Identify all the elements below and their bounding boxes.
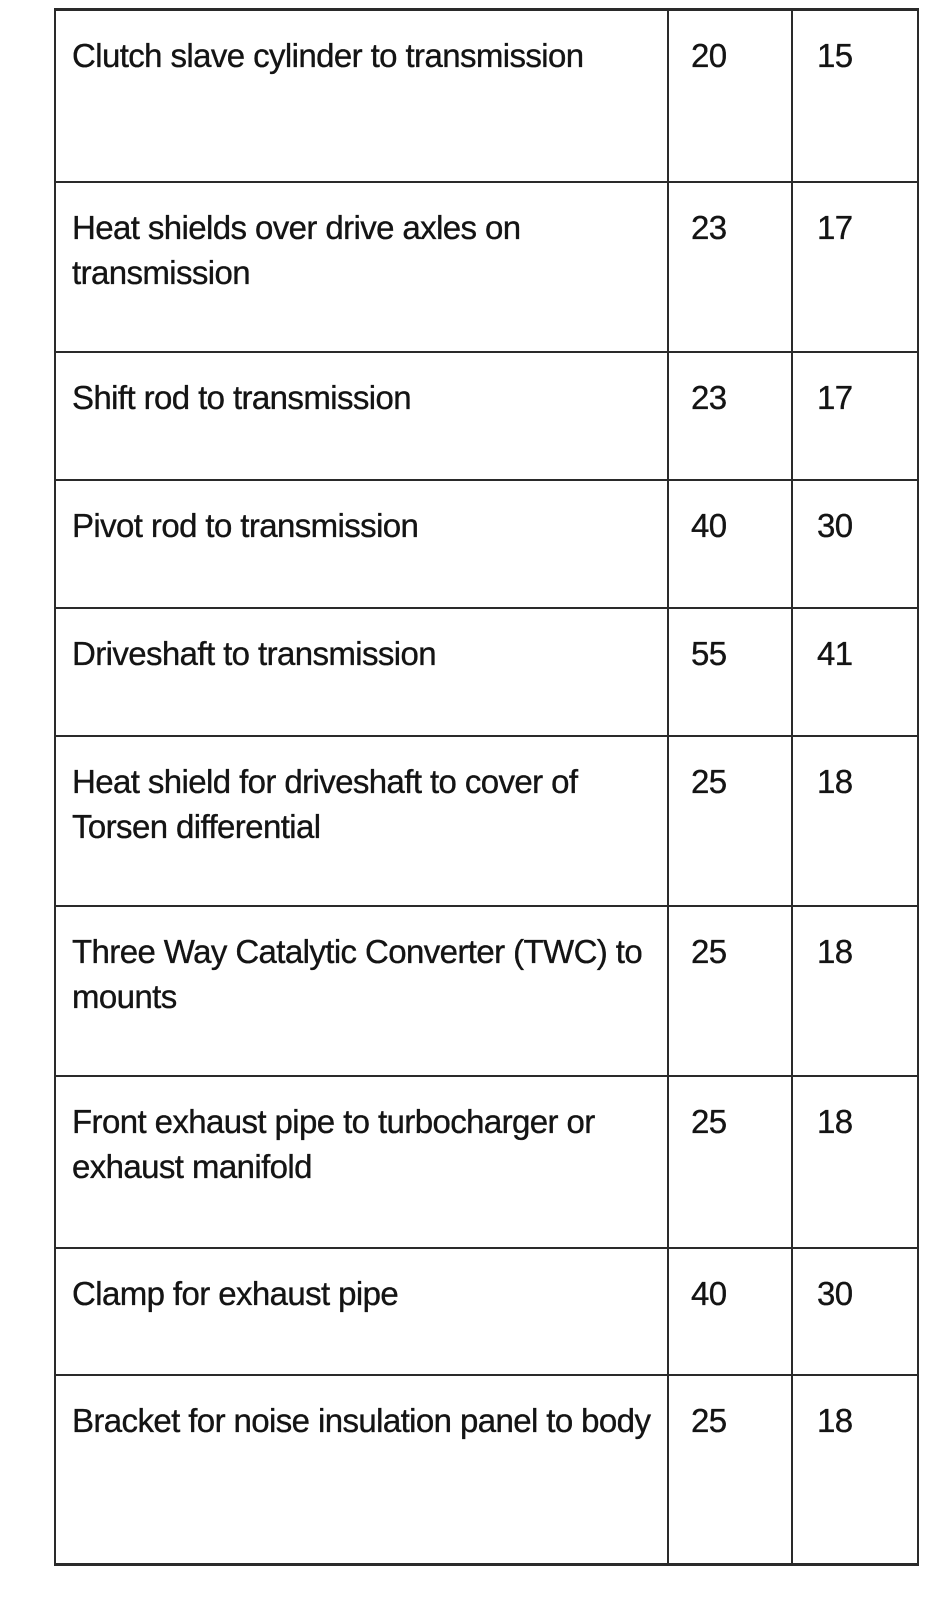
torque-nm-cell bbox=[668, 608, 792, 736]
torque-nm-cell bbox=[668, 352, 792, 480]
component-cell bbox=[55, 906, 668, 1076]
torque-nm-cell bbox=[668, 1375, 792, 1565]
torque-lbft-value: 17 bbox=[817, 379, 853, 416]
table-body bbox=[55, 10, 918, 1565]
torque-lbft-cell bbox=[792, 906, 918, 1076]
torque-lbft-value: 18 bbox=[817, 1402, 853, 1439]
torque-lbft-cell bbox=[792, 1375, 918, 1565]
table-row bbox=[55, 182, 918, 352]
torque-lbft-value: 18 bbox=[817, 933, 853, 970]
component-cell bbox=[55, 608, 668, 736]
torque-nm-cell bbox=[668, 10, 792, 183]
table-row bbox=[55, 10, 918, 183]
component-label: Clamp for exhaust pipe bbox=[72, 1275, 399, 1312]
torque-lbft-cell bbox=[792, 1076, 918, 1248]
component-label: Front exhaust pipe to turbocharger or exhaust manifold bbox=[72, 1103, 595, 1185]
torque-lbft-cell bbox=[792, 182, 918, 352]
torque-lbft-cell bbox=[792, 352, 918, 480]
torque-lbft-value: 15 bbox=[817, 37, 853, 74]
torque-nm-value: 23 bbox=[691, 379, 727, 416]
torque-nm-cell bbox=[668, 480, 792, 608]
component-cell bbox=[55, 1375, 668, 1565]
component-label: Three Way Catalytic Converter (TWC) to mounts bbox=[72, 933, 643, 1015]
torque-nm-value: 55 bbox=[691, 635, 727, 672]
torque-nm-value: 25 bbox=[691, 1402, 727, 1439]
torque-lbft-cell bbox=[792, 480, 918, 608]
torque-lbft-value: 18 bbox=[817, 763, 853, 800]
table-row bbox=[55, 906, 918, 1076]
component-label: Driveshaft to transmission bbox=[72, 635, 437, 672]
torque-lbft-cell bbox=[792, 10, 918, 183]
table-row bbox=[55, 352, 918, 480]
torque-nm-value: 25 bbox=[691, 763, 727, 800]
component-label: Shift rod to transmission bbox=[72, 379, 411, 416]
torque-nm-value: 20 bbox=[691, 37, 727, 74]
table-row bbox=[55, 1076, 918, 1248]
torque-nm-cell bbox=[668, 736, 792, 906]
table-row bbox=[55, 1375, 918, 1565]
component-label: Pivot rod to transmission bbox=[72, 507, 419, 544]
component-label: Heat shields over drive axles on transmission bbox=[72, 209, 521, 291]
torque-lbft-cell bbox=[792, 736, 918, 906]
component-cell bbox=[55, 1076, 668, 1248]
torque-nm-value: 23 bbox=[691, 209, 727, 246]
table-row bbox=[55, 1248, 918, 1375]
component-label: Bracket for noise insulation panel to body bbox=[72, 1402, 651, 1439]
torque-spec-table bbox=[54, 8, 919, 1566]
component-label: Heat shield for driveshaft to cover of Torsen differential bbox=[72, 763, 578, 845]
component-cell bbox=[55, 182, 668, 352]
torque-lbft-value: 41 bbox=[817, 635, 853, 672]
torque-nm-cell bbox=[668, 906, 792, 1076]
component-cell bbox=[55, 1248, 668, 1375]
torque-lbft-cell bbox=[792, 608, 918, 736]
component-label: Clutch slave cylinder to transmission bbox=[72, 37, 584, 74]
table-row bbox=[55, 480, 918, 608]
torque-lbft-value: 30 bbox=[817, 507, 853, 544]
component-cell bbox=[55, 736, 668, 906]
torque-nm-value: 40 bbox=[691, 1275, 727, 1312]
torque-nm-value: 40 bbox=[691, 507, 727, 544]
torque-nm-cell bbox=[668, 1076, 792, 1248]
table-row bbox=[55, 608, 918, 736]
torque-nm-cell bbox=[668, 1248, 792, 1375]
torque-nm-value: 25 bbox=[691, 933, 727, 970]
torque-nm-cell bbox=[668, 182, 792, 352]
torque-lbft-value: 30 bbox=[817, 1275, 853, 1312]
torque-lbft-value: 17 bbox=[817, 209, 853, 246]
component-cell bbox=[55, 352, 668, 480]
component-cell bbox=[55, 480, 668, 608]
table-row bbox=[55, 736, 918, 906]
torque-lbft-cell bbox=[792, 1248, 918, 1375]
component-cell bbox=[55, 10, 668, 183]
torque-nm-value: 25 bbox=[691, 1103, 727, 1140]
torque-lbft-value: 18 bbox=[817, 1103, 853, 1140]
